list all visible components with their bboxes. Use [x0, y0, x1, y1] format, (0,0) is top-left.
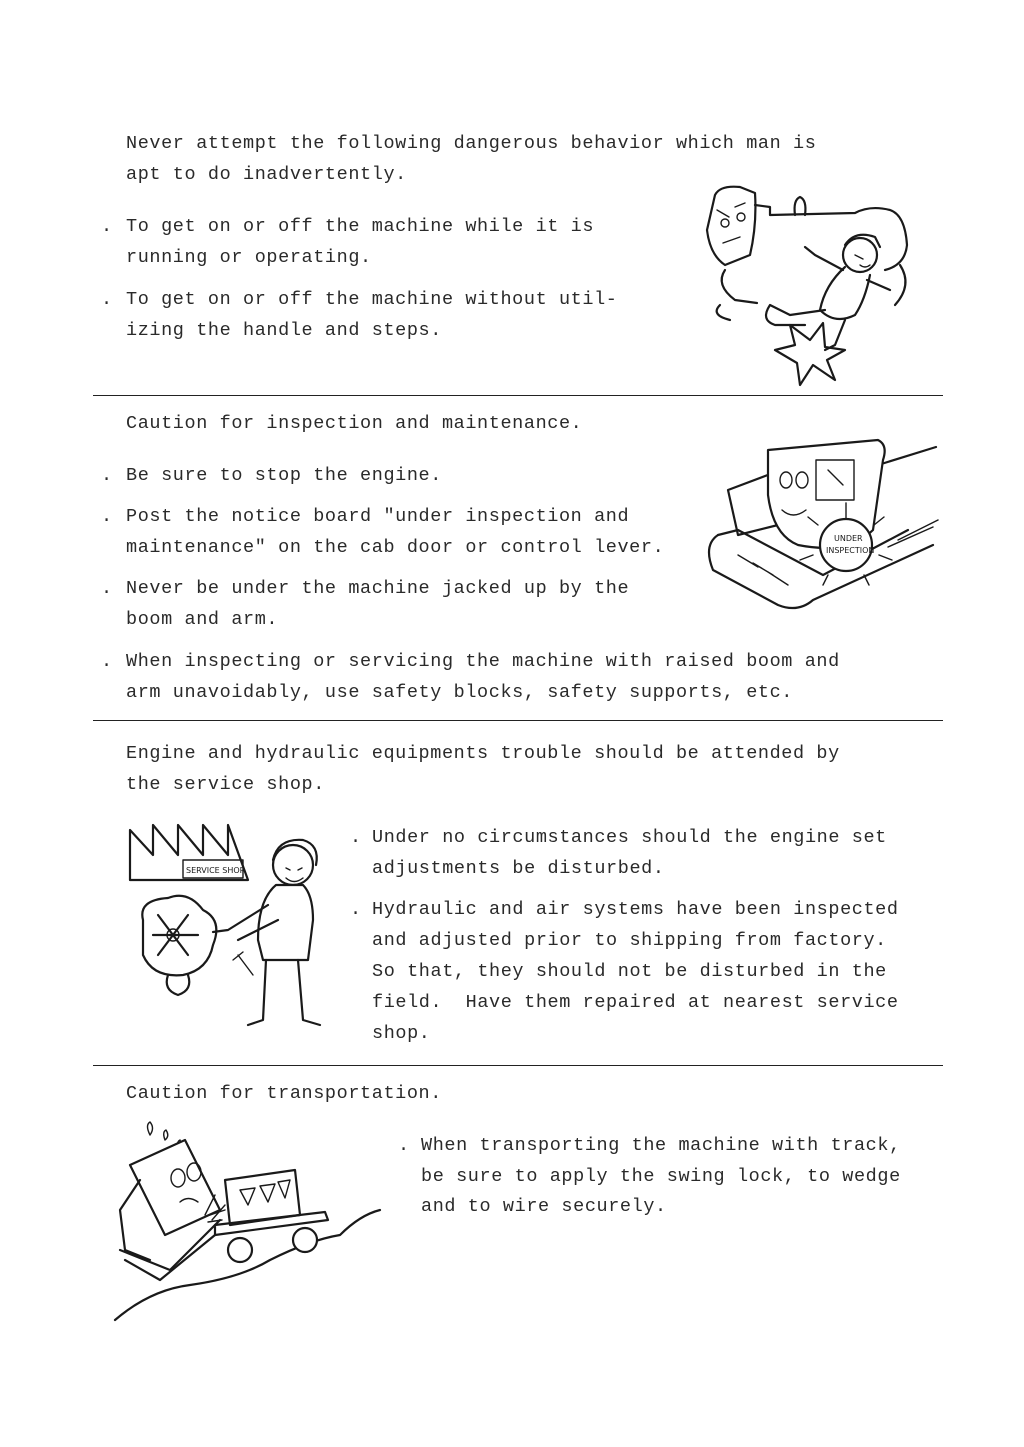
section-4-intro: Caution for transportation.	[126, 1083, 442, 1104]
section-2-bullet-3-line-1: Never be under the machine jacked up by the	[126, 578, 630, 599]
section-divider	[93, 720, 943, 721]
section-3-intro-line-1: Engine and hydraulic equipments trouble should be attended by	[126, 743, 840, 764]
bullet-marker: .	[101, 289, 113, 310]
section-3-bullet-1-line-1: Under no circumstances should the engine set	[372, 827, 887, 848]
section-2-bullet-4-line-2: arm unavoidably, use safety blocks, safety supports, etc.	[126, 682, 794, 703]
bullet-marker: .	[398, 1135, 410, 1156]
bullet-marker: .	[101, 651, 113, 672]
bullet-marker: .	[350, 827, 362, 848]
section-2-bullet-2-line-1: Post the notice board "under inspection and	[126, 506, 630, 527]
section-3-bullet-2-line-2: and adjusted prior to shipping from factory.	[372, 930, 887, 951]
excavator-with-notice-board-icon	[698, 435, 948, 615]
excavator-tipping-off-truck-icon	[110, 1120, 385, 1330]
mechanic-at-service-shop-icon	[128, 820, 328, 1035]
section-3-bullet-2-line-4: field. Have them repaired at nearest service	[372, 992, 899, 1013]
notice-board-label-line-1: UNDER	[834, 534, 863, 543]
section-3-intro-line-2: the service shop.	[126, 774, 325, 795]
notice-board-label-line-2: INSPECTION	[826, 546, 875, 555]
section-2-bullet-2-line-2: maintenance" on the cab door or control lever.	[126, 537, 665, 558]
section-4-bullet-1-line-1: When transporting the machine with track,	[421, 1135, 901, 1156]
section-1-bullet-1-line-2: running or operating.	[126, 247, 372, 268]
section-3-bullet-2-line-5: shop.	[372, 1023, 431, 1044]
section-2-bullet-1: Be sure to stop the engine.	[126, 465, 442, 486]
section-1-intro-line-2: apt to do inadvertently.	[126, 164, 407, 185]
bullet-marker: .	[101, 216, 113, 237]
bullet-marker: .	[101, 578, 113, 599]
section-divider	[93, 1065, 943, 1066]
bullet-marker: .	[101, 506, 113, 527]
section-1-bullet-1-line-1: To get on or off the machine while it is	[126, 216, 595, 237]
section-divider	[93, 395, 943, 396]
section-1-bullet-2-line-1: To get on or off the machine without util-	[126, 289, 618, 310]
bullet-marker: .	[101, 465, 113, 486]
section-2-bullet-3-line-2: boom and arm.	[126, 609, 279, 630]
section-4-bullet-1-line-3: and to wire securely.	[421, 1196, 667, 1217]
section-3-bullet-2-line-1: Hydraulic and air systems have been inspected	[372, 899, 899, 920]
section-1-intro-line-1: Never attempt the following dangerous behavior which man is	[126, 133, 817, 154]
bullet-marker: .	[350, 899, 362, 920]
section-4-bullet-1-line-2: be sure to apply the swing lock, to wedge	[421, 1166, 901, 1187]
worker-falling-from-cab-icon	[695, 175, 920, 390]
service-shop-sign: SERVICE SHOP	[186, 866, 245, 875]
section-2-bullet-4-line-1: When inspecting or servicing the machine with raised boom and	[126, 651, 840, 672]
section-3-bullet-2-line-3: So that, they should not be disturbed in the	[372, 961, 887, 982]
section-1-bullet-2-line-2: izing the handle and steps.	[126, 320, 442, 341]
section-3-bullet-1-line-2: adjustments be disturbed.	[372, 858, 665, 879]
section-2-intro: Caution for inspection and maintenance.	[126, 413, 583, 434]
